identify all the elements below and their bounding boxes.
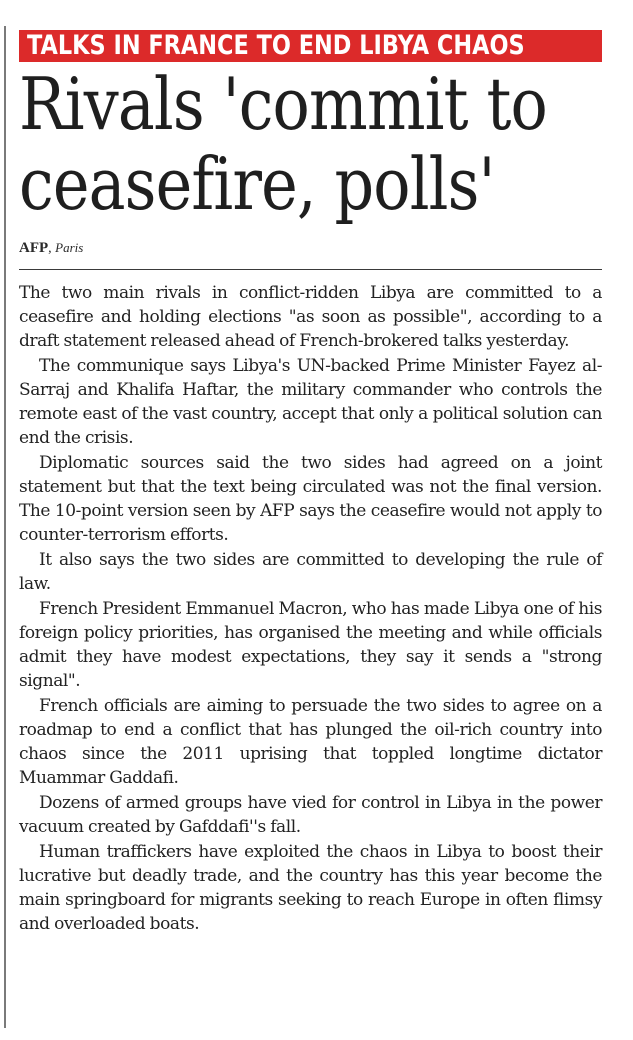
byline-place: Paris [55, 240, 84, 255]
article-paragraph: Diplomatic sources said the two sides had agreed on a joint statement but that the text being circulated was not the final version. The 10-point version seen by AFP says the ceasefire would not apply to counter-terrorism efforts. [19, 453, 602, 545]
byline-agency: AFP [19, 240, 49, 256]
article-paragraph: It also says the two sides are committed to developing the rule of law. [19, 550, 602, 594]
article-paragraph: French officials are aiming to persuade the two sides to agree on a roadmap to end a conflict that has plunged the oil-rich country into chaos since the 2011 uprising that toppled longtime dictator Muammar Gaddafi. [19, 696, 602, 788]
headline-line-1: Rivals 'commit to [19, 62, 547, 146]
article-body [19, 281, 602, 936]
kicker-banner [19, 30, 602, 62]
byline-divider [19, 269, 602, 270]
byline [19, 238, 83, 259]
headline [19, 64, 619, 224]
kicker-text: TALKS IN FRANCE TO END LIBYA CHAOS [27, 30, 525, 61]
column-left-rule [4, 26, 6, 1028]
article-paragraph: The communique says Libya's UN-backed Prime Minister Fayez al-Sarraj and Khalifa Haftar, the military commander who controls the remote east of the vast country, accept that only a political solution can end the crisis. [19, 356, 602, 448]
byline-separator: , [48, 241, 52, 256]
article-paragraph: French President Emmanuel Macron, who has made Libya one of his foreign policy priorities, has organised the meeting and while officials admit they have modest expectations, they say it sends a "strong signal". [19, 599, 602, 691]
article-paragraph: Dozens of armed groups have vied for control in Libya in the power vacuum created by Gafddafi''s fall. [19, 793, 602, 837]
article-paragraph: The two main rivals in conflict-ridden Libya are committed to a ceasefire and holding elections "as soon as possible", according to a draft statement released ahead of French-brokered talks yesterday. [19, 283, 602, 351]
article-paragraph: Human traffickers have exploited the chaos in Libya to boost their lucrative but deadly trade, and the country has this year become the main springboard for migrants seeking to reach Europe in often flimsy and overloaded boats. [19, 842, 602, 934]
headline-line-2: ceasefire, polls' [19, 142, 495, 226]
